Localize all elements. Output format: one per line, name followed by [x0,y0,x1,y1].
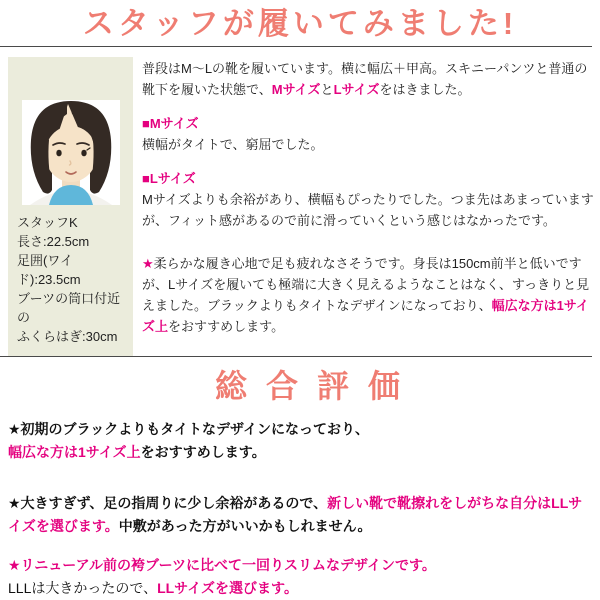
l-size-highlight: Lサイズ [333,82,380,97]
point3-line1: ★リニューアル前の袴ブーツに比べて一回りスリムなデザインです。 [8,557,436,573]
point2-tail: 中敷があった方がいいかもしれません。 [118,518,372,534]
point3-line2-lead: LLLは大きかったので、 [8,580,158,596]
m-size-section [142,113,594,155]
point1-tail: をおすすめします。 [140,444,266,460]
point2-highlight: 新しい靴で靴擦れをしがちな自分はLLサイズを選びます。 [8,495,583,534]
note-highlight: 幅広な方は1サイズ上 [142,298,589,334]
l-size-section [142,168,594,231]
summary-point-3 [8,554,592,600]
l-size-body: Mサイズよりも余裕があり、横幅もぴったりでした。つま先はあまっていますが、フィット感があるので前に滑っていくという感じはなかったです。 [142,192,594,228]
intro-conjunction: と [320,82,334,97]
staff-foot-circumference: 足囲(ワイド):23.5cm [17,253,81,287]
staff-foot-length: 長さ:22.5cm [17,234,90,249]
page-title: スタッフが履いてみました! [82,6,518,41]
note-tail: をおすすめします。 [168,319,285,334]
star-icon: ★ [142,256,154,271]
staff-avatar-icon [22,100,120,205]
note-lead: 柔らかな履き心地で足も疲れなさそうです。身長は150cm前半と低いですが、Lサイズを履いても極端に大きく見えるようなことはなく、すっきりと見えました。ブラックよりもタイトなデザインになっており、 [142,256,590,313]
fit-review-row [0,47,600,356]
point1-highlight: 幅広な方は1サイズ上 [8,444,141,460]
summary-heading: 総合評価 [214,368,419,404]
m-size-body: 横幅がタイトで、窮屈でした。 [142,137,324,152]
staff-calf-note-line2: ふくらはぎ:30cm [17,329,118,344]
m-size-heading: ■Mサイズ [142,116,199,131]
summary-point-2 [8,492,592,538]
staff-info [8,205,133,346]
staff-panel [8,57,133,356]
m-size-highlight: Mサイズ [271,82,321,97]
divider-middle [0,356,592,357]
fit-note-paragraph [142,253,594,337]
staff-calf-note-line1: ブーツの筒口付近の [17,291,121,325]
staff-name: スタッフK [17,215,78,230]
point2-lead: ★大きすぎず、足の指周りに少し余裕があるので、 [8,495,328,511]
point1-line1: ★初期のブラックよりもタイトなデザインになっており、 [8,421,370,437]
summary-section [0,418,600,600]
point3-line2-highlight: LLサイズを選びます。 [157,580,298,596]
intro-text-post: をはきました。 [379,82,471,97]
intro-text-pre: 普段はM～Lの靴を履いています。横に幅広＋甲高。スキニーパンツと普通の靴下を履いた状態で、 [142,61,588,97]
l-size-heading: ■Lサイズ [142,171,196,186]
fit-intro-paragraph [142,58,594,100]
fit-review-text [142,57,594,350]
summary-point-1 [8,418,592,464]
